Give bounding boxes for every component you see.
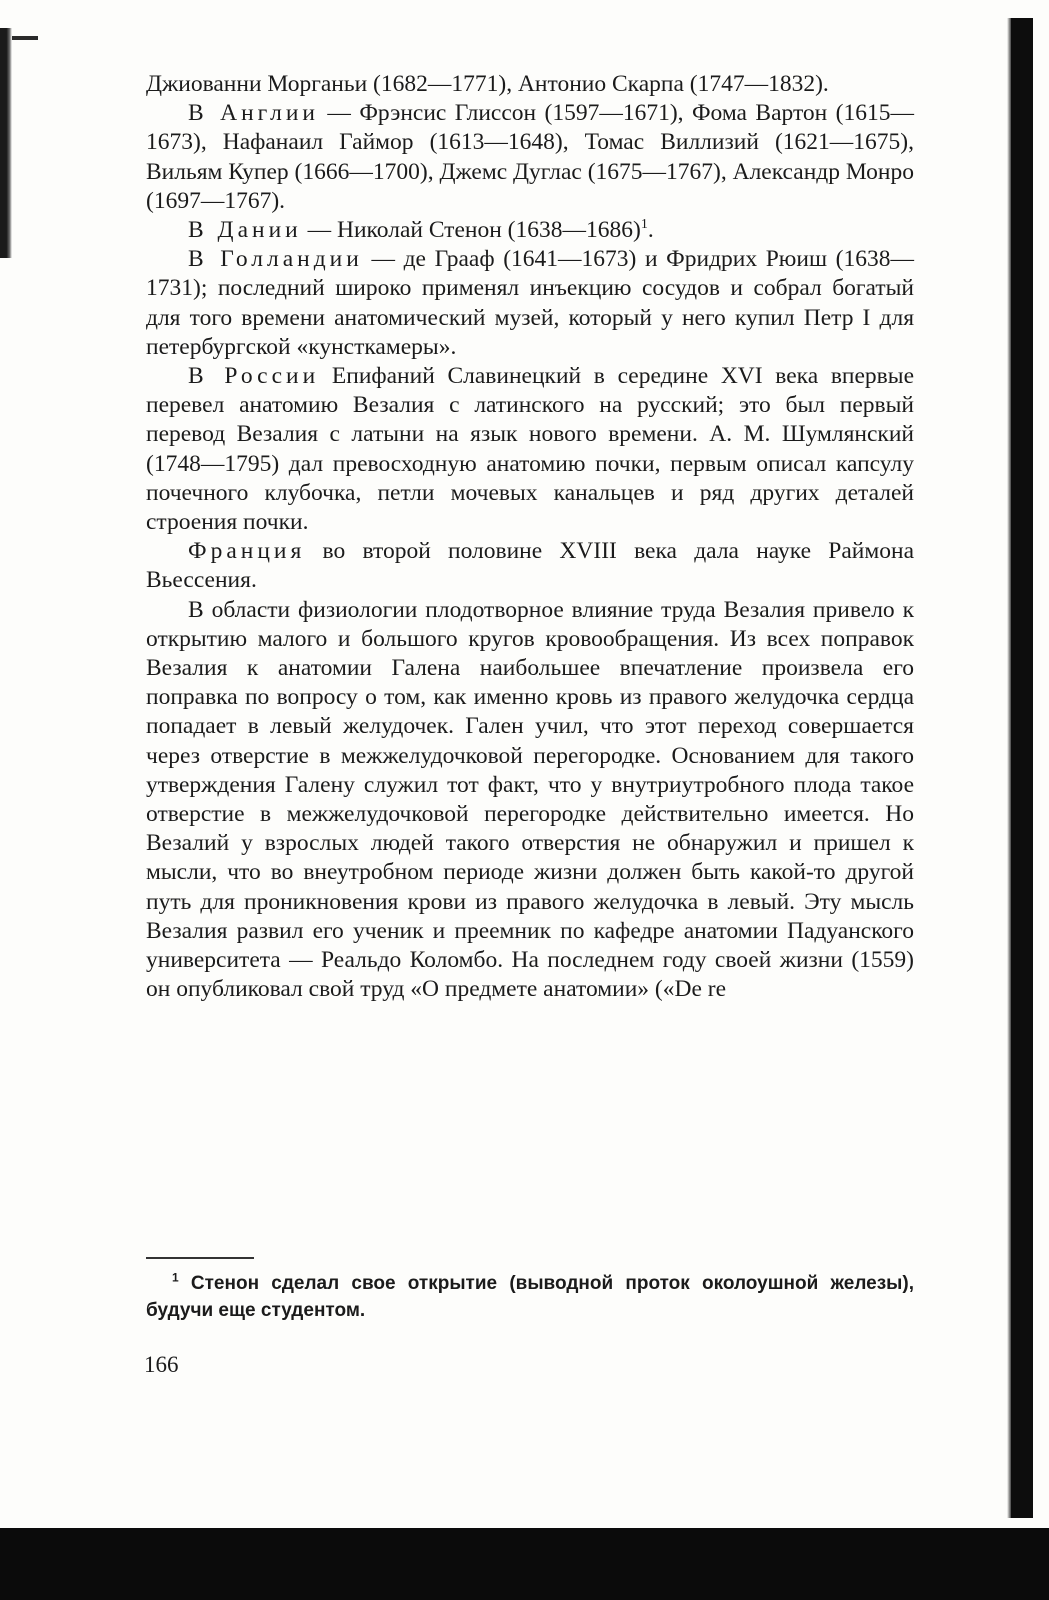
country-heading-holland: В Голландии bbox=[188, 246, 363, 273]
paragraph-text: — де Грааф (1641—1673) и Фридрих Рюиш (1638—1731); последний широко применял инъекцию сосудов и собрал богатый для того времени анатомический музей, который у него купил Петр I для петербургской «кунсткамеры». bbox=[146, 246, 914, 360]
scan-edge-left bbox=[0, 28, 12, 258]
country-heading-denmark: В Дании bbox=[188, 217, 302, 244]
country-heading-russia: В России bbox=[188, 363, 320, 390]
paragraph-italy-continued bbox=[146, 70, 914, 99]
paragraph-text: В области физиологии плодотворное влияние труда Везалия привело к открытию малого и большого кругов кровообращения. Из всех поправок Везалия к анатомии Галена наибольшее впечатление произвела его поправка по вопросу о том, как именно кровь из правого желудочка сердца попадает в левый желудочек. Гален учил, что этот переход совершается через отверстие в межжелудочковой перегородке. Основанием для такого утверждения Галену служил тот факт, что у внутриутробного плода такое отверстие в межжелудочковой перегородке действительно имеется. Но Везалий у взрослых людей такого отверстия не обнаружил и пришел к мысли, что во внеутробном периоде жизни должен быть какой-то другой путь для проникновения крови из правого желудочка в левый. Эту мысль Везалия развил его ученик и преемник по кафедре анатомии Падуанского университета — Реальдо Коломбо. На последнем году своей жизни (1559) он опубликовал свой труд «О предмете анатомии» («De re bbox=[146, 596, 914, 1003]
main-text bbox=[146, 70, 914, 1005]
scan-edge-right-shadow bbox=[1007, 18, 1011, 1518]
paragraph-physiology bbox=[146, 596, 914, 1005]
paragraph-text: Епифаний Славинецкий в середине XVI века впервые перевел анатомию Везалия с латинского на русский; это был первый перевод Везалия с латыни на язык нового времени. А. М. Шумлянский (1748—1795) дал превосходную анатомию почки, первым описал капсулу почечного клубочка, петли мочевых канальцев и ряд других деталей строения почки. bbox=[146, 363, 914, 536]
footnote-reference[interactable]: 1 bbox=[640, 217, 648, 233]
scan-edge-right bbox=[1011, 18, 1033, 1518]
scan-mark bbox=[12, 36, 38, 40]
country-heading-france: Франция bbox=[188, 538, 306, 565]
footnote-marker: 1 bbox=[172, 1270, 179, 1285]
scan-edge-bottom bbox=[0, 1528, 1049, 1600]
country-heading-england: В Англии bbox=[188, 100, 319, 127]
footnote-text: Стенон сделал свое открытие (выводной проток околоушной железы), будучи еще студентом. bbox=[146, 1273, 914, 1321]
paragraph-denmark bbox=[146, 216, 914, 245]
paragraph-text: — Николай Стенон (1638—1686) bbox=[301, 217, 641, 244]
paragraph-holland bbox=[146, 245, 914, 362]
paragraph-text: во второй половине XVIII века дала науке Раймона Вьессения. bbox=[146, 538, 914, 594]
page-number: 166 bbox=[144, 1352, 179, 1377]
paragraph-text: Джиованни Морганьи (1682—1771), Антонио Скарпа (1747—1832). bbox=[146, 71, 829, 97]
paragraph-russia bbox=[146, 362, 914, 537]
paragraph-text-end: . bbox=[647, 217, 654, 244]
footnote bbox=[146, 1270, 914, 1324]
paragraph-text: — Фрэнсис Глиссон (1597—1671), Фома Вартон (1615—1673), Нафанаил Гаймор (1613—1648), Томас Виллизий (1621—1675), Вильям Купер (1666—1700), Джемс Дуглас (1675—1767), Александр Монро (1697—1767). bbox=[146, 100, 914, 214]
footnote-divider bbox=[146, 1257, 254, 1259]
paragraph-england bbox=[146, 99, 914, 216]
paragraph-france bbox=[146, 537, 914, 595]
